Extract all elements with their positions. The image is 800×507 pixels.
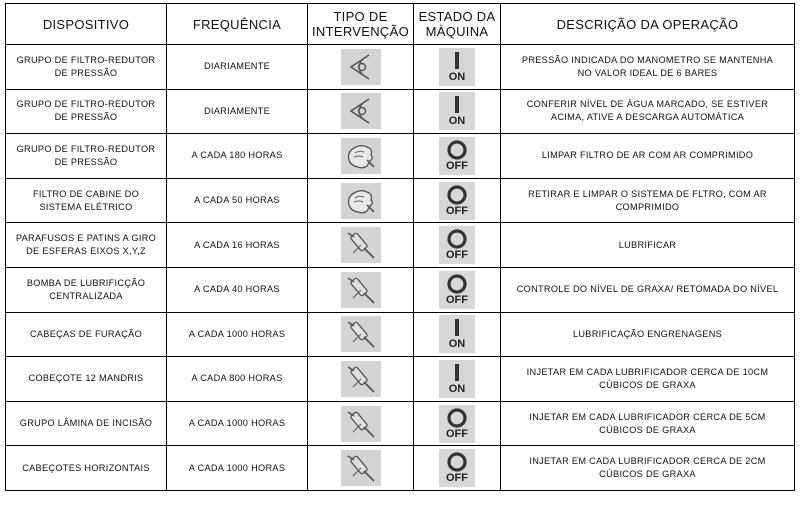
cell-frequencia: A CADA 800 HORAS [167,357,308,402]
cell-tipo-intervencao [308,134,414,179]
cell-frequencia: A CADA 1000 HORAS [167,446,308,491]
power-on-icon [439,92,475,130]
eye-icon [341,93,381,129]
power-off-icon [439,226,475,264]
table-row [6,45,795,90]
header-tipo-intervencao: TIPO DE INTERVENÇÃO [308,4,414,45]
cell-tipo-intervencao [308,178,414,223]
clean-hand-icon [341,183,381,219]
grease-gun-icon [341,361,381,397]
header-frequencia: FREQUÊNCIA [167,4,308,45]
cell-estado-maquina [414,89,501,134]
state-label: OFF [446,204,468,217]
cell-tipo-intervencao [308,223,414,268]
cell-frequencia: A CADA 16 HORAS [167,223,308,268]
state-label: OFF [446,249,468,262]
cell-frequencia: A CADA 1000 HORAS [167,312,308,357]
state-label: OFF [446,427,468,440]
cell-dispositivo: FILTRO DE CABINE DO SISTEMA ELÉTRICO [6,178,167,223]
power-off-icon [439,405,475,443]
state-label: ON [448,382,466,395]
table-row [6,401,795,446]
cell-estado-maquina [414,446,501,491]
power-off-icon [439,449,475,487]
power-off-icon [439,182,475,220]
cell-frequencia: DIARIAMENTE [167,45,308,90]
cell-estado-maquina [414,401,501,446]
cell-descricao: CONFERIR NÍVEL DE ÁGUA MARCADO, SE ESTIVER ACIMA, ATIVE A DESCARGA AUTOMÁTICA [501,89,795,134]
power-on-icon [439,315,475,353]
grease-gun-icon [341,227,381,263]
cell-tipo-intervencao [308,312,414,357]
cell-estado-maquina [414,312,501,357]
cell-frequencia: A CADA 1000 HORAS [167,401,308,446]
header-descricao: DESCRIÇÃO DA OPERAÇÃO [501,4,795,45]
cell-estado-maquina [414,178,501,223]
state-label: OFF [446,472,468,485]
grease-gun-icon [341,450,381,486]
cell-dispositivo: COBEÇOTE 12 MANDRIS [6,357,167,402]
cell-estado-maquina [414,45,501,90]
cell-dispositivo: CABEÇAS DE FURAÇÃO [6,312,167,357]
state-label: ON [448,70,466,83]
power-off-icon [439,271,475,309]
cell-descricao: INJETAR EM CADA LUBRIFICADOR CERCA DE 5CM CÚBICOS DE GRAXA [501,401,795,446]
grease-gun-icon [341,316,381,352]
cell-estado-maquina [414,134,501,179]
power-on-icon [439,360,475,398]
table-body [6,45,795,491]
grease-gun-icon [341,406,381,442]
cell-dispositivo: PARAFUSOS E PATINS A GIRO DE ESFERAS EIXOS X,Y,Z [6,223,167,268]
grease-gun-icon [341,272,381,308]
cell-tipo-intervencao [308,357,414,402]
cell-frequencia: A CADA 40 HORAS [167,267,308,312]
table-row [6,267,795,312]
power-off-icon [439,137,475,175]
table-row [6,134,795,179]
header-dispositivo: DISPOSITIVO [6,4,167,45]
eye-icon [341,49,381,85]
cell-tipo-intervencao [308,446,414,491]
header-estado-maquina: ESTADO DA MÀQUINA [414,4,501,45]
state-label: ON [448,115,466,128]
table-row [6,446,795,491]
cell-frequencia: A CADA 50 HORAS [167,178,308,223]
cell-descricao: INJETAR EM CADA LUBRIFICADOR CERCA DE 10CM CÚBICOS DE GRAXA [501,357,795,402]
maintenance-table [5,3,795,491]
cell-estado-maquina [414,223,501,268]
cell-descricao: CONTROLE DO NÍVEL DE GRAXA/ RETOMADA DO NÍVEL [501,267,795,312]
table-row [6,89,795,134]
maintenance-table-container [5,3,794,499]
cell-descricao: RETIRAR E LIMPAR O SISTEMA DE FLTRO, COM AR COMPRIMIDO [501,178,795,223]
cell-descricao: INJETAR EM CADA LUBRIFICADOR CERCA DE 2CM CÚBICOS DE GRAXA [501,446,795,491]
cell-descricao: PRESSÃO INDICADA DO MANOMETRO SE MANTENHA NO VALOR IDEAL DE 6 BARES [501,45,795,90]
state-label: OFF [446,159,468,172]
cell-tipo-intervencao [308,401,414,446]
cell-dispositivo: GRUPO DE FILTRO-REDUTOR DE PRESSÃO [6,45,167,90]
cell-dispositivo: BOMBA DE LUBRIFICÇÃO CENTRALIZADA [6,267,167,312]
table-row [6,178,795,223]
cell-tipo-intervencao [308,89,414,134]
cell-estado-maquina [414,357,501,402]
cell-estado-maquina [414,267,501,312]
cell-tipo-intervencao [308,267,414,312]
state-label: OFF [446,293,468,306]
cell-dispositivo: GRUPO DE FILTRO-REDUTOR DE PRESSÃO [6,89,167,134]
cell-descricao: LUBRIFICAÇÃO ENGRENAGENS [501,312,795,357]
state-label: ON [448,338,466,351]
cell-frequencia: A CADA 180 HORAS [167,134,308,179]
cell-frequencia: DIARIAMENTE [167,89,308,134]
clean-hand-icon [341,138,381,174]
cell-descricao: LUBRIFICAR [501,223,795,268]
power-on-icon [439,48,475,86]
table-row [6,357,795,402]
cell-dispositivo: GRUPO DE FILTRO-REDUTOR DE PRESSÃO [6,134,167,179]
table-row [6,312,795,357]
header-row [6,4,795,45]
cell-dispositivo: GRUPO LÂMINA DE INCISÃO [6,401,167,446]
cell-tipo-intervencao [308,45,414,90]
table-row [6,223,795,268]
cell-descricao: LIMPAR FILTRO DE AR COM AR COMPRIMIDO [501,134,795,179]
cell-dispositivo: CABEÇOTES HORIZONTAIS [6,446,167,491]
